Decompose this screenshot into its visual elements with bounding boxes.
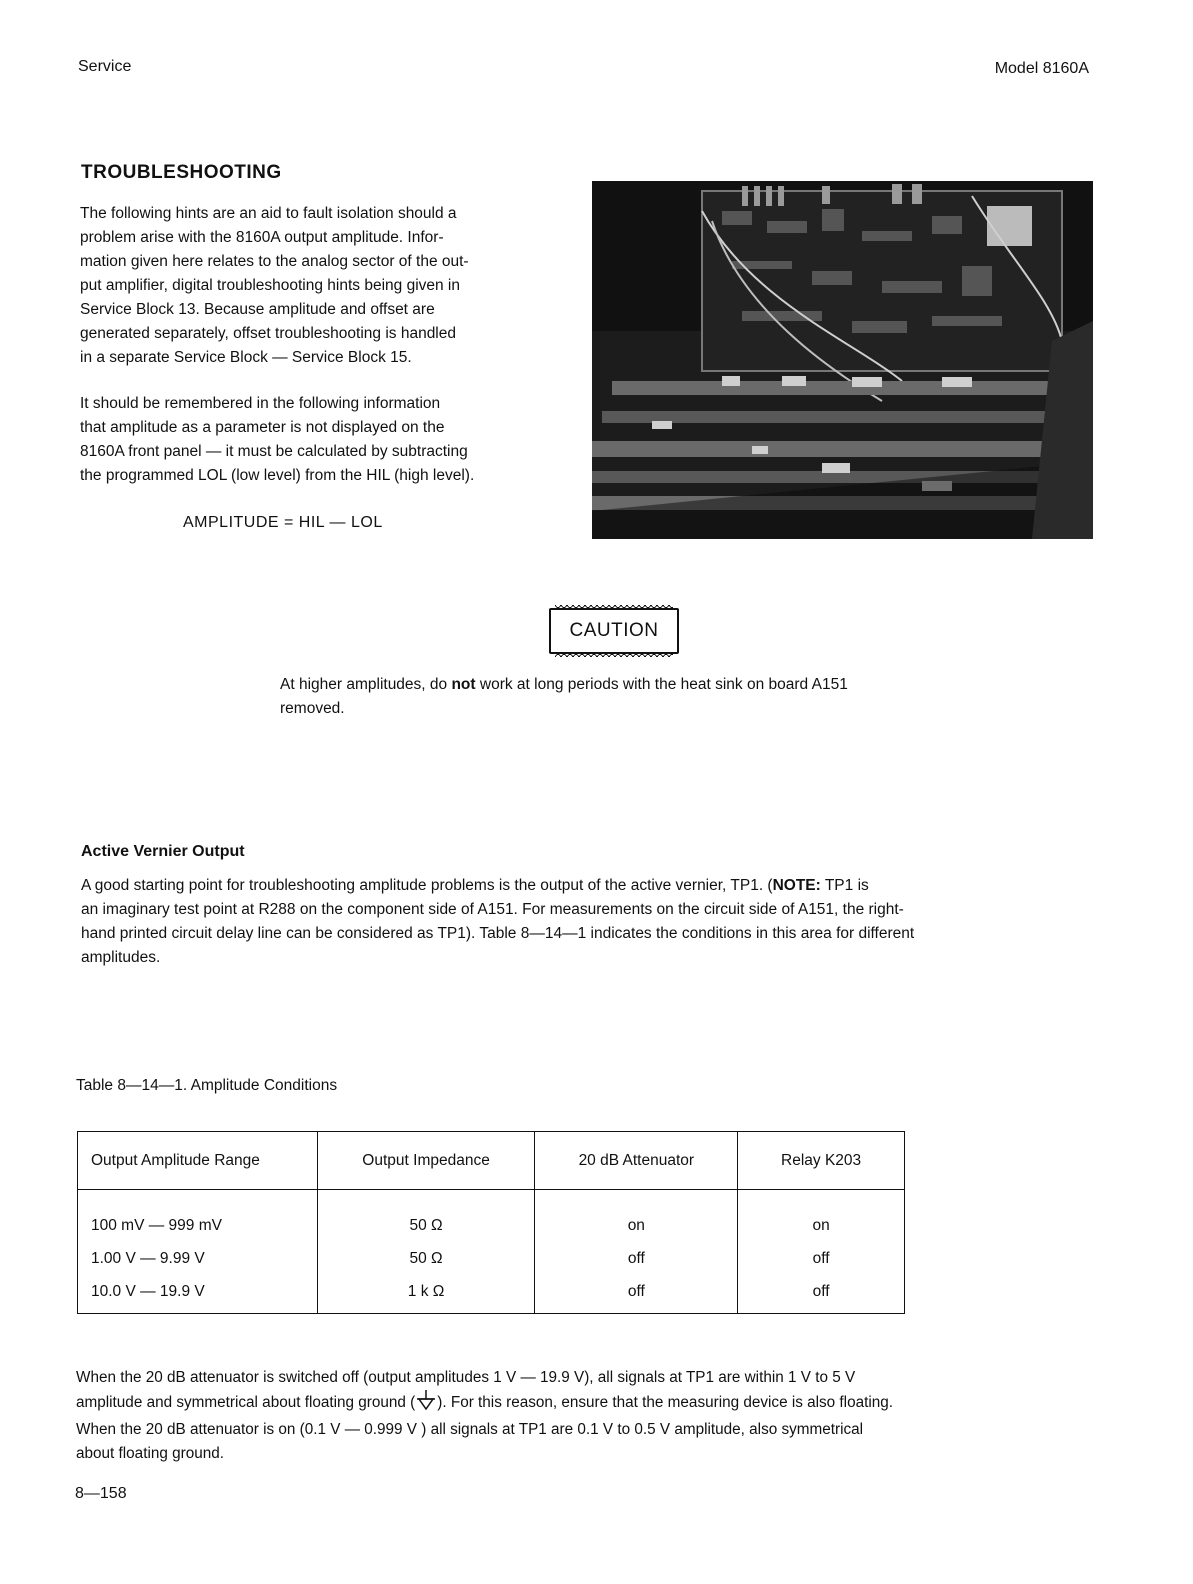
attenuator-paragraph <box>76 1366 1136 1466</box>
table-cell: 50 Ω <box>317 1242 535 1275</box>
table-cell: off <box>535 1242 738 1275</box>
circuit-board-photo <box>592 181 1093 539</box>
table-cell: off <box>738 1242 905 1275</box>
caution-label: CAUTION <box>569 620 659 641</box>
caution-text-before: At higher amplitudes, do <box>280 676 452 693</box>
troubleshooting-intro-paragraph <box>80 202 560 370</box>
paragraph-line: amplitudes. <box>81 949 161 966</box>
troubleshooting-title: TROUBLESHOOTING <box>81 162 282 183</box>
caution-border-wave <box>555 605 673 609</box>
column-header: Relay K203 <box>738 1132 905 1190</box>
active-vernier-heading: Active Vernier Output <box>81 843 245 860</box>
table-header-row <box>78 1132 905 1190</box>
paragraph-line: an imaginary test point at R288 on the component side of A151. For measurements on the circuit side of A151, the right- <box>81 901 904 918</box>
paragraph-line: The following hints are an aid to fault isolation should a <box>80 205 457 222</box>
ground-text-a: amplitude and symmetrical about floating ground ( <box>76 1394 416 1411</box>
paragraph-line: It should be remembered in the following information <box>80 395 441 412</box>
vernier-text-b: TP1 is <box>820 877 869 894</box>
paragraph-line: put amplifier, digital troubleshooting hints being given in <box>80 277 460 294</box>
amplitude-formula: AMPLITUDE = HIL — LOL <box>183 514 383 531</box>
table-cell: on <box>535 1190 738 1243</box>
vernier-text-a: A good starting point for troubleshooting amplitude problems is the output of the active vernier, TP1. ( <box>81 877 773 894</box>
caution-line: removed. <box>280 700 345 717</box>
paragraph-line: mation given here relates to the analog sector of the out- <box>80 253 469 270</box>
table-cell: off <box>535 1275 738 1314</box>
page-number: 8—158 <box>75 1485 127 1502</box>
paragraph-line: Service Block 13. Because amplitude and offset are <box>80 301 435 318</box>
paragraph-line: When the 20 dB attenuator is switched off (output amplitudes 1 V — 19.9 V), all signals at TP1 are within 1 V to 5 V <box>76 1369 856 1386</box>
paragraph-line <box>76 1390 1136 1418</box>
paragraph-line: hand printed circuit delay line can be considered as TP1). Table 8—14—1 indicates the conditions in this area for different <box>81 925 915 942</box>
header-model-label: Model 8160A <box>994 60 1089 77</box>
circuit-board-image <box>592 181 1093 539</box>
table-cell: 50 Ω <box>317 1190 535 1243</box>
table-row <box>78 1275 905 1314</box>
paragraph-line: the programmed LOL (low level) from the HIL (high level). <box>80 467 475 484</box>
paragraph-line <box>81 874 1081 898</box>
paragraph-line: about floating ground. <box>76 1445 224 1462</box>
paragraph-line: generated separately, offset troubleshooting is handled <box>80 325 456 342</box>
amplitude-conditions-table <box>77 1131 905 1314</box>
table-caption: Table 8—14—1. Amplitude Conditions <box>76 1077 338 1094</box>
caution-text-emphasis: not <box>451 676 476 693</box>
table-cell: 1 k Ω <box>317 1275 535 1314</box>
active-vernier-paragraph <box>81 874 1081 970</box>
table-row <box>78 1242 905 1275</box>
caution-text <box>280 673 980 721</box>
header-section-label: Service <box>78 58 132 75</box>
caution-line <box>280 673 980 697</box>
paragraph-line: problem arise with the 8160A output amplitude. Infor- <box>80 229 444 246</box>
caution-text-after: work at long periods with the heat sink on board A151 <box>475 676 848 693</box>
amplitude-note-paragraph <box>80 392 560 488</box>
column-header: Output Impedance <box>317 1132 535 1190</box>
paragraph-line: that amplitude as a parameter is not displayed on the <box>80 419 445 436</box>
column-header: Output Amplitude Range <box>78 1132 318 1190</box>
floating-ground-icon <box>415 1390 437 1418</box>
table-cell: 10.0 V — 19.9 V <box>78 1275 318 1314</box>
ground-text-b: ). For this reason, ensure that the measuring device is also floating. <box>437 1394 894 1411</box>
table-row <box>78 1190 905 1243</box>
caution-box <box>549 608 679 654</box>
column-header: 20 dB Attenuator <box>535 1132 738 1190</box>
table-cell: 100 mV — 999 mV <box>78 1190 318 1243</box>
paragraph-line: When the 20 dB attenuator is on (0.1 V — 0.999 V ) all signals at TP1 are 0.1 V to 0.5 V amplitude, also symmetrical <box>76 1421 864 1438</box>
paragraph-line: in a separate Service Block — Service Block 15. <box>80 349 412 366</box>
table-cell: off <box>738 1275 905 1314</box>
paragraph-line: 8160A front panel — it must be calculated by subtracting <box>80 443 468 460</box>
vernier-note-label: NOTE: <box>772 877 821 894</box>
caution-border-wave <box>555 653 673 657</box>
table-cell: 1.00 V — 9.99 V <box>78 1242 318 1275</box>
table-cell: on <box>738 1190 905 1243</box>
